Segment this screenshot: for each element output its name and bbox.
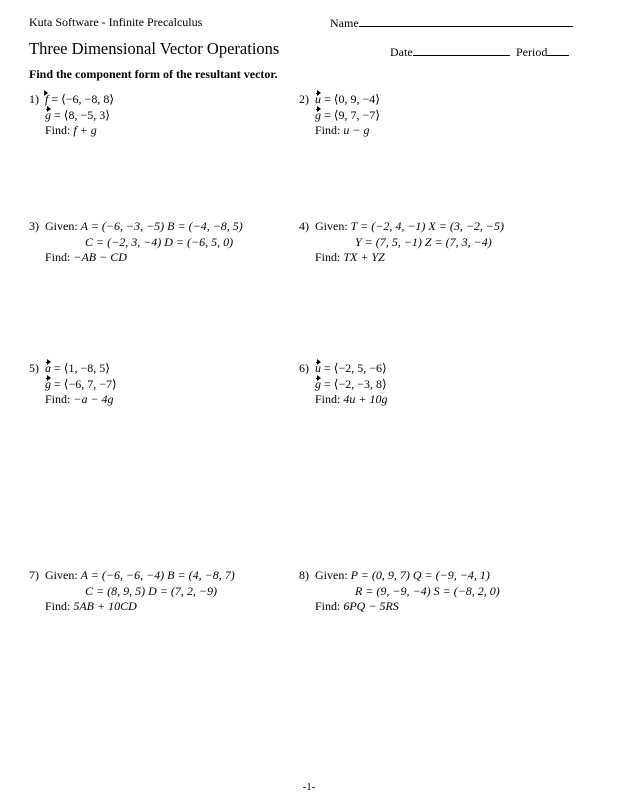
find-expression: 6PQ − 5RS	[343, 599, 399, 613]
vector-f-label: f	[45, 92, 49, 106]
given-points-1: A = (−6, −6, −4) B = (4, −8, 7)	[80, 568, 235, 582]
find-expression: −a − 4g	[73, 392, 114, 406]
given-label: Given:	[45, 219, 78, 233]
vector-g-label: g	[315, 376, 321, 391]
find-label: Find:	[45, 250, 71, 264]
vector-u-label: u	[315, 92, 321, 106]
problem-6	[299, 361, 387, 408]
vector-g-label: g	[45, 107, 51, 122]
given-points-2: Y = (7, 5, −1) Z = (7, 3, −4)	[355, 234, 492, 249]
vector-u-label: u	[315, 361, 321, 375]
find-expression: TX + YZ	[343, 250, 385, 264]
vector-g-label: g	[315, 107, 321, 122]
problem-number: 2)	[299, 92, 309, 106]
vector-value: = ⟨9, 7, −7⟩	[324, 107, 380, 122]
find-label: Find:	[45, 123, 71, 137]
instructions: Find the component form of the resultant vector.	[29, 67, 278, 81]
vector-a-label: a	[45, 361, 51, 375]
problem-3	[29, 219, 243, 266]
find-expression: 4u + 10g	[343, 392, 388, 406]
problem-8	[299, 568, 500, 615]
vector-value: = ⟨−6, −8, 8⟩	[51, 92, 115, 106]
given-points-1: A = (−6, −3, −5) B = (−4, −8, 5)	[80, 219, 243, 233]
vector-value: = ⟨8, −5, 3⟩	[54, 107, 110, 122]
vector-value: = ⟨−6, 7, −7⟩	[54, 376, 117, 391]
problem-7	[29, 568, 235, 615]
find-expression: 5AB + 10CD	[73, 599, 137, 613]
given-label: Given:	[315, 568, 348, 582]
period-field[interactable]	[516, 44, 569, 60]
date-label: Date	[390, 45, 413, 59]
given-label: Given:	[45, 568, 78, 582]
find-label: Find:	[315, 123, 341, 137]
problem-number: 1)	[29, 92, 39, 106]
given-points-2: C = (−2, 3, −4) D = (−6, 5, 0)	[85, 234, 234, 249]
problem-2	[299, 92, 380, 139]
page-number: -1-	[302, 781, 316, 793]
problem-number: 3)	[29, 219, 39, 233]
problem-4	[299, 219, 504, 266]
find-label: Find:	[45, 599, 71, 613]
problem-number: 6)	[299, 361, 309, 375]
find-expression: −AB − CD	[73, 250, 127, 264]
find-expression: u − g	[343, 123, 370, 137]
vector-value: = ⟨1, −8, 5⟩	[54, 361, 110, 375]
period-line	[547, 44, 569, 56]
find-label: Find:	[45, 392, 71, 406]
problem-number: 8)	[299, 568, 309, 582]
publisher-label: Kuta Software - Infinite Precalculus	[29, 15, 203, 29]
name-label: Name	[330, 16, 359, 30]
given-points-2: R = (9, −9, −4) S = (−8, 2, 0)	[355, 583, 500, 598]
page-title: Three Dimensional Vector Operations	[29, 39, 280, 58]
vector-value: = ⟨0, 9, −4⟩	[324, 92, 380, 106]
period-label: Period	[516, 45, 548, 59]
problem-5	[29, 361, 117, 408]
given-label: Given:	[315, 219, 348, 233]
date-field[interactable]	[390, 44, 510, 60]
name-line	[359, 15, 573, 27]
problem-number: 4)	[299, 219, 309, 233]
problem-number: 5)	[29, 361, 39, 375]
find-label: Find:	[315, 250, 341, 264]
given-points-2: C = (8, 9, 5) D = (7, 2, −9)	[85, 583, 217, 598]
given-points-1: T = (−2, 4, −1) X = (3, −2, −5)	[350, 219, 505, 233]
vector-value: = ⟨−2, 5, −6⟩	[324, 361, 387, 375]
name-field[interactable]	[330, 15, 573, 31]
problem-number: 7)	[29, 568, 39, 582]
vector-g-label: g	[45, 376, 51, 391]
find-label: Find:	[315, 599, 341, 613]
find-expression: f + g	[73, 123, 97, 137]
problem-1	[29, 92, 114, 139]
date-line	[413, 44, 510, 56]
given-points-1: P = (0, 9, 7) Q = (−9, −4, 1)	[350, 568, 490, 582]
vector-value: = ⟨−2, −3, 8⟩	[324, 376, 387, 391]
find-label: Find:	[315, 392, 341, 406]
